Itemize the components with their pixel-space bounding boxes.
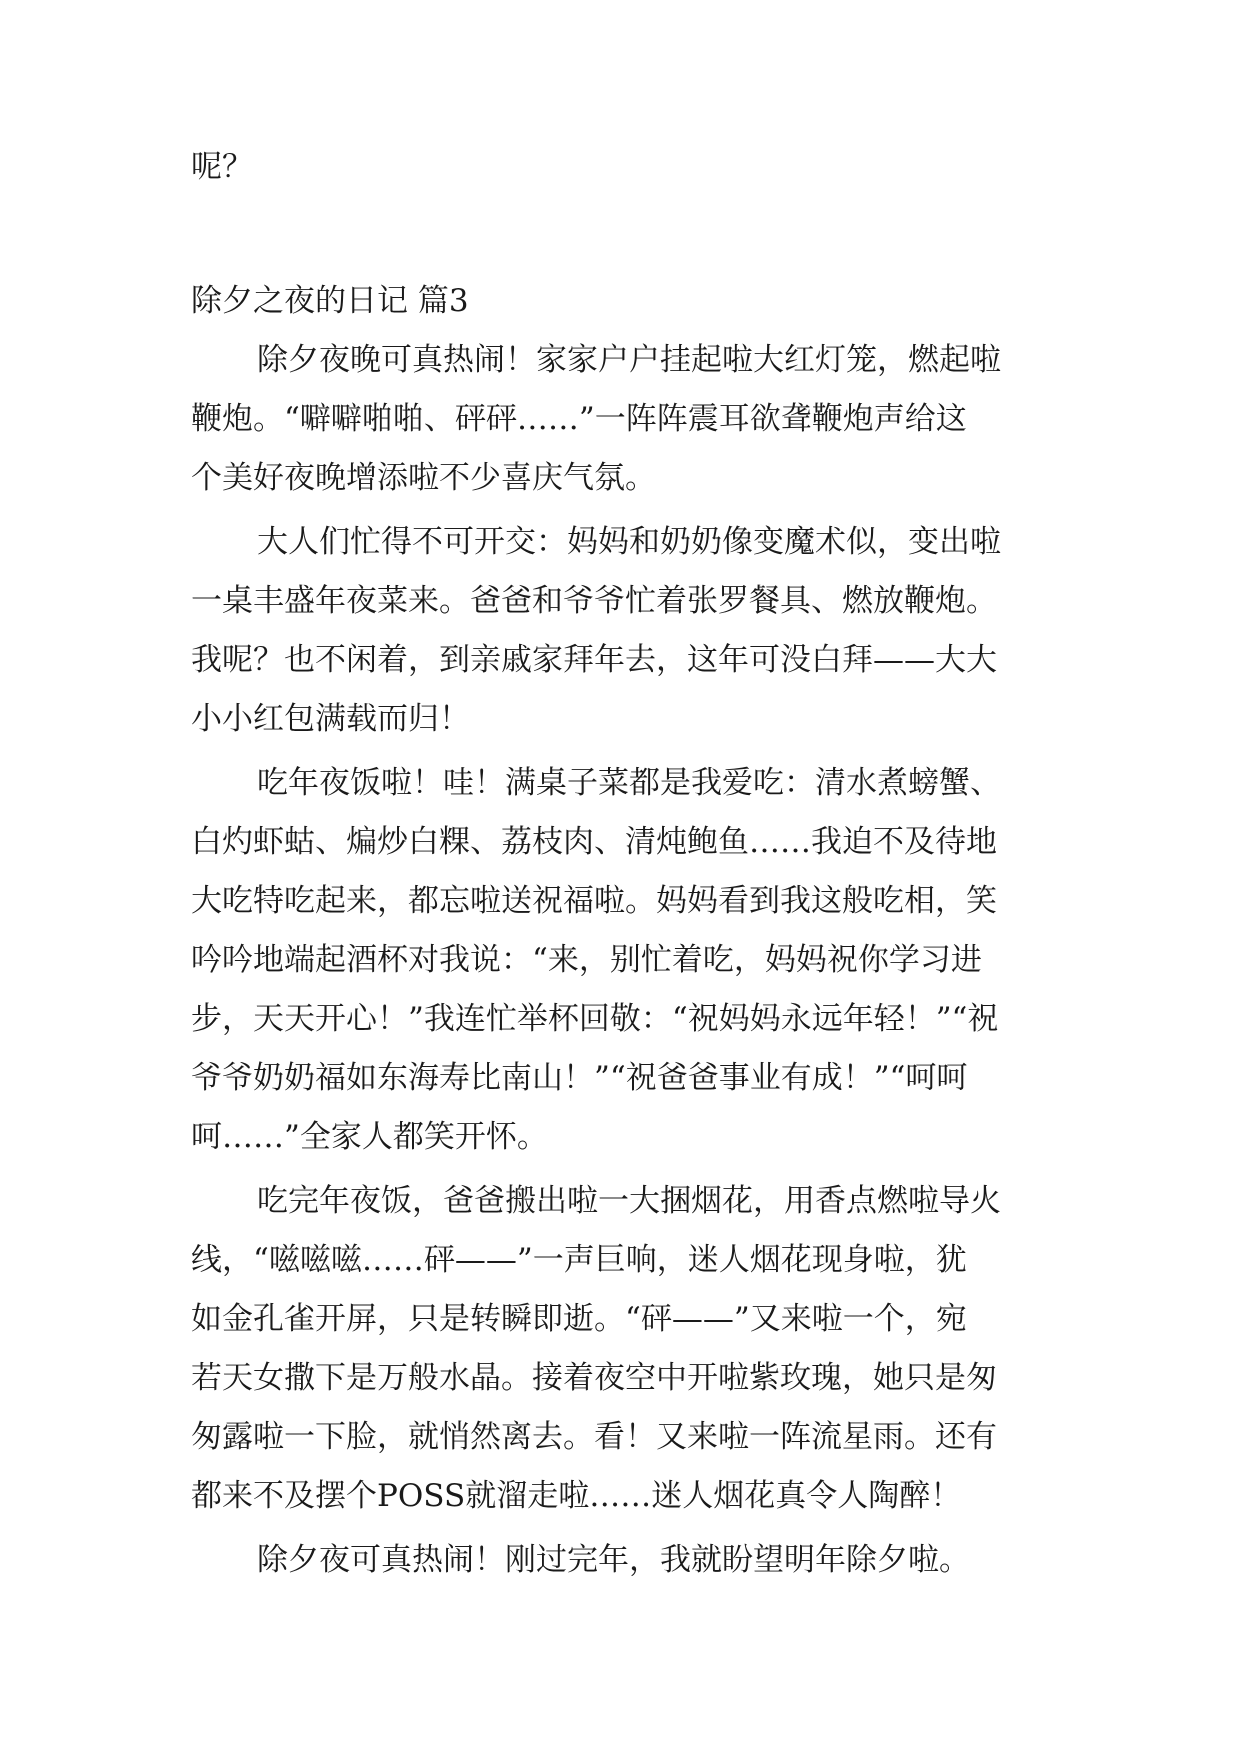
paragraph-line — [0, 330, 1241, 390]
paragraph-line — [0, 1407, 1241, 1467]
paragraph-line — [0, 989, 1241, 1049]
paragraph-3-line-7: 呵……”全家人都笑开怀。 — [191, 1119, 548, 1155]
paragraph-2-line-4: 小小红包满载而归！ — [191, 701, 470, 737]
paragraph-line — [0, 512, 1241, 572]
paragraph-3-line-4: 吟吟地端起酒杯对我说：“来，别忙着吃，妈妈祝你学习进 — [191, 942, 982, 978]
text-fragment: 呢？ — [191, 149, 253, 185]
paragraph-line — [0, 753, 1241, 813]
paragraph-1-line-2: 鞭炮。“噼噼啪啪、砰砰……”一阵阵震耳欲聋鞭炮声给这 — [191, 401, 967, 437]
paragraph-4-line-2: 线，“嗞嗞嗞……砰——”一声巨响，迷人烟花现身啦，犹 — [191, 1242, 967, 1278]
paragraph-line — [0, 689, 1241, 749]
section-heading: 除夕之夜的日记 篇3 — [191, 283, 469, 319]
paragraph-line — [0, 1171, 1241, 1231]
paragraph-3-line-6: 爷爷奶奶福如东海寿比南山！”“祝爸爸事业有成！”“呵呵 — [191, 1060, 968, 1096]
paragraph-3-line-1: 吃年夜饭啦！哇！满桌子菜都是我爱吃：清水煮螃蟹、 — [257, 765, 1001, 801]
paragraph-line — [0, 1107, 1241, 1167]
paragraph-4-line-3: 如金孔雀开屏，只是转瞬即逝。“砰——”又来啦一个，宛 — [191, 1301, 967, 1337]
heading-line — [0, 271, 1241, 331]
text-fragment-line — [0, 137, 1241, 197]
paragraph-line — [0, 1048, 1241, 1108]
paragraph-4-line-1: 吃完年夜饭，爸爸搬出啦一大捆烟花，用香点燃啦导火 — [257, 1183, 1001, 1219]
paragraph-1-line-1: 除夕夜晚可真热闹！家家户户挂起啦大红灯笼，燃起啦 — [257, 342, 1001, 378]
paragraph-line — [0, 871, 1241, 931]
paragraph-line — [0, 930, 1241, 990]
paragraph-1-line-3: 个美好夜晚增添啦不少喜庆气氛。 — [191, 460, 656, 496]
paragraph-line — [0, 1348, 1241, 1408]
paragraph-4-line-5: 匆露啦一下脸，就悄然离去。看！又来啦一阵流星雨。还有 — [191, 1419, 997, 1455]
paragraph-4-line-4: 若天女撒下是万般水晶。接着夜空中开啦紫玫瑰，她只是匆 — [191, 1360, 997, 1396]
paragraph-line — [0, 571, 1241, 631]
paragraph-line — [0, 1289, 1241, 1349]
paragraph-line — [0, 630, 1241, 690]
paragraph-2-line-2: 一桌丰盛年夜菜来。爸爸和爷爷忙着张罗餐具、燃放鞭炮。 — [191, 583, 997, 619]
paragraph-line — [0, 389, 1241, 449]
paragraph-3-line-3: 大吃特吃起来，都忘啦送祝福啦。妈妈看到我这般吃相，笑 — [191, 883, 997, 919]
paragraph-2-line-3: 我呢？也不闲着，到亲戚家拜年去，这年可没白拜——大大 — [191, 642, 997, 678]
paragraph-4-line-6: 都来不及摆个POSS就溜走啦……迷人烟花真令人陶醉！ — [191, 1478, 962, 1514]
paragraph-line — [0, 812, 1241, 872]
paragraph-2-line-1: 大人们忙得不可开交：妈妈和奶奶像变魔术似，变出啦 — [257, 524, 1001, 560]
paragraph-3-line-2: 白灼虾蛄、煸炒白粿、荔枝肉、清炖鲍鱼……我迫不及待地 — [191, 824, 997, 860]
paragraph-line — [0, 448, 1241, 508]
paragraph-3-line-5: 步，天天开心！”我连忙举杯回敬：“祝妈妈永远年轻！”“祝 — [191, 1001, 999, 1037]
paragraph-5-line-1: 除夕夜可真热闹！刚过完年，我就盼望明年除夕啦。 — [257, 1542, 970, 1578]
paragraph-line — [0, 1530, 1241, 1590]
paragraph-line — [0, 1466, 1241, 1526]
paragraph-line — [0, 1230, 1241, 1290]
